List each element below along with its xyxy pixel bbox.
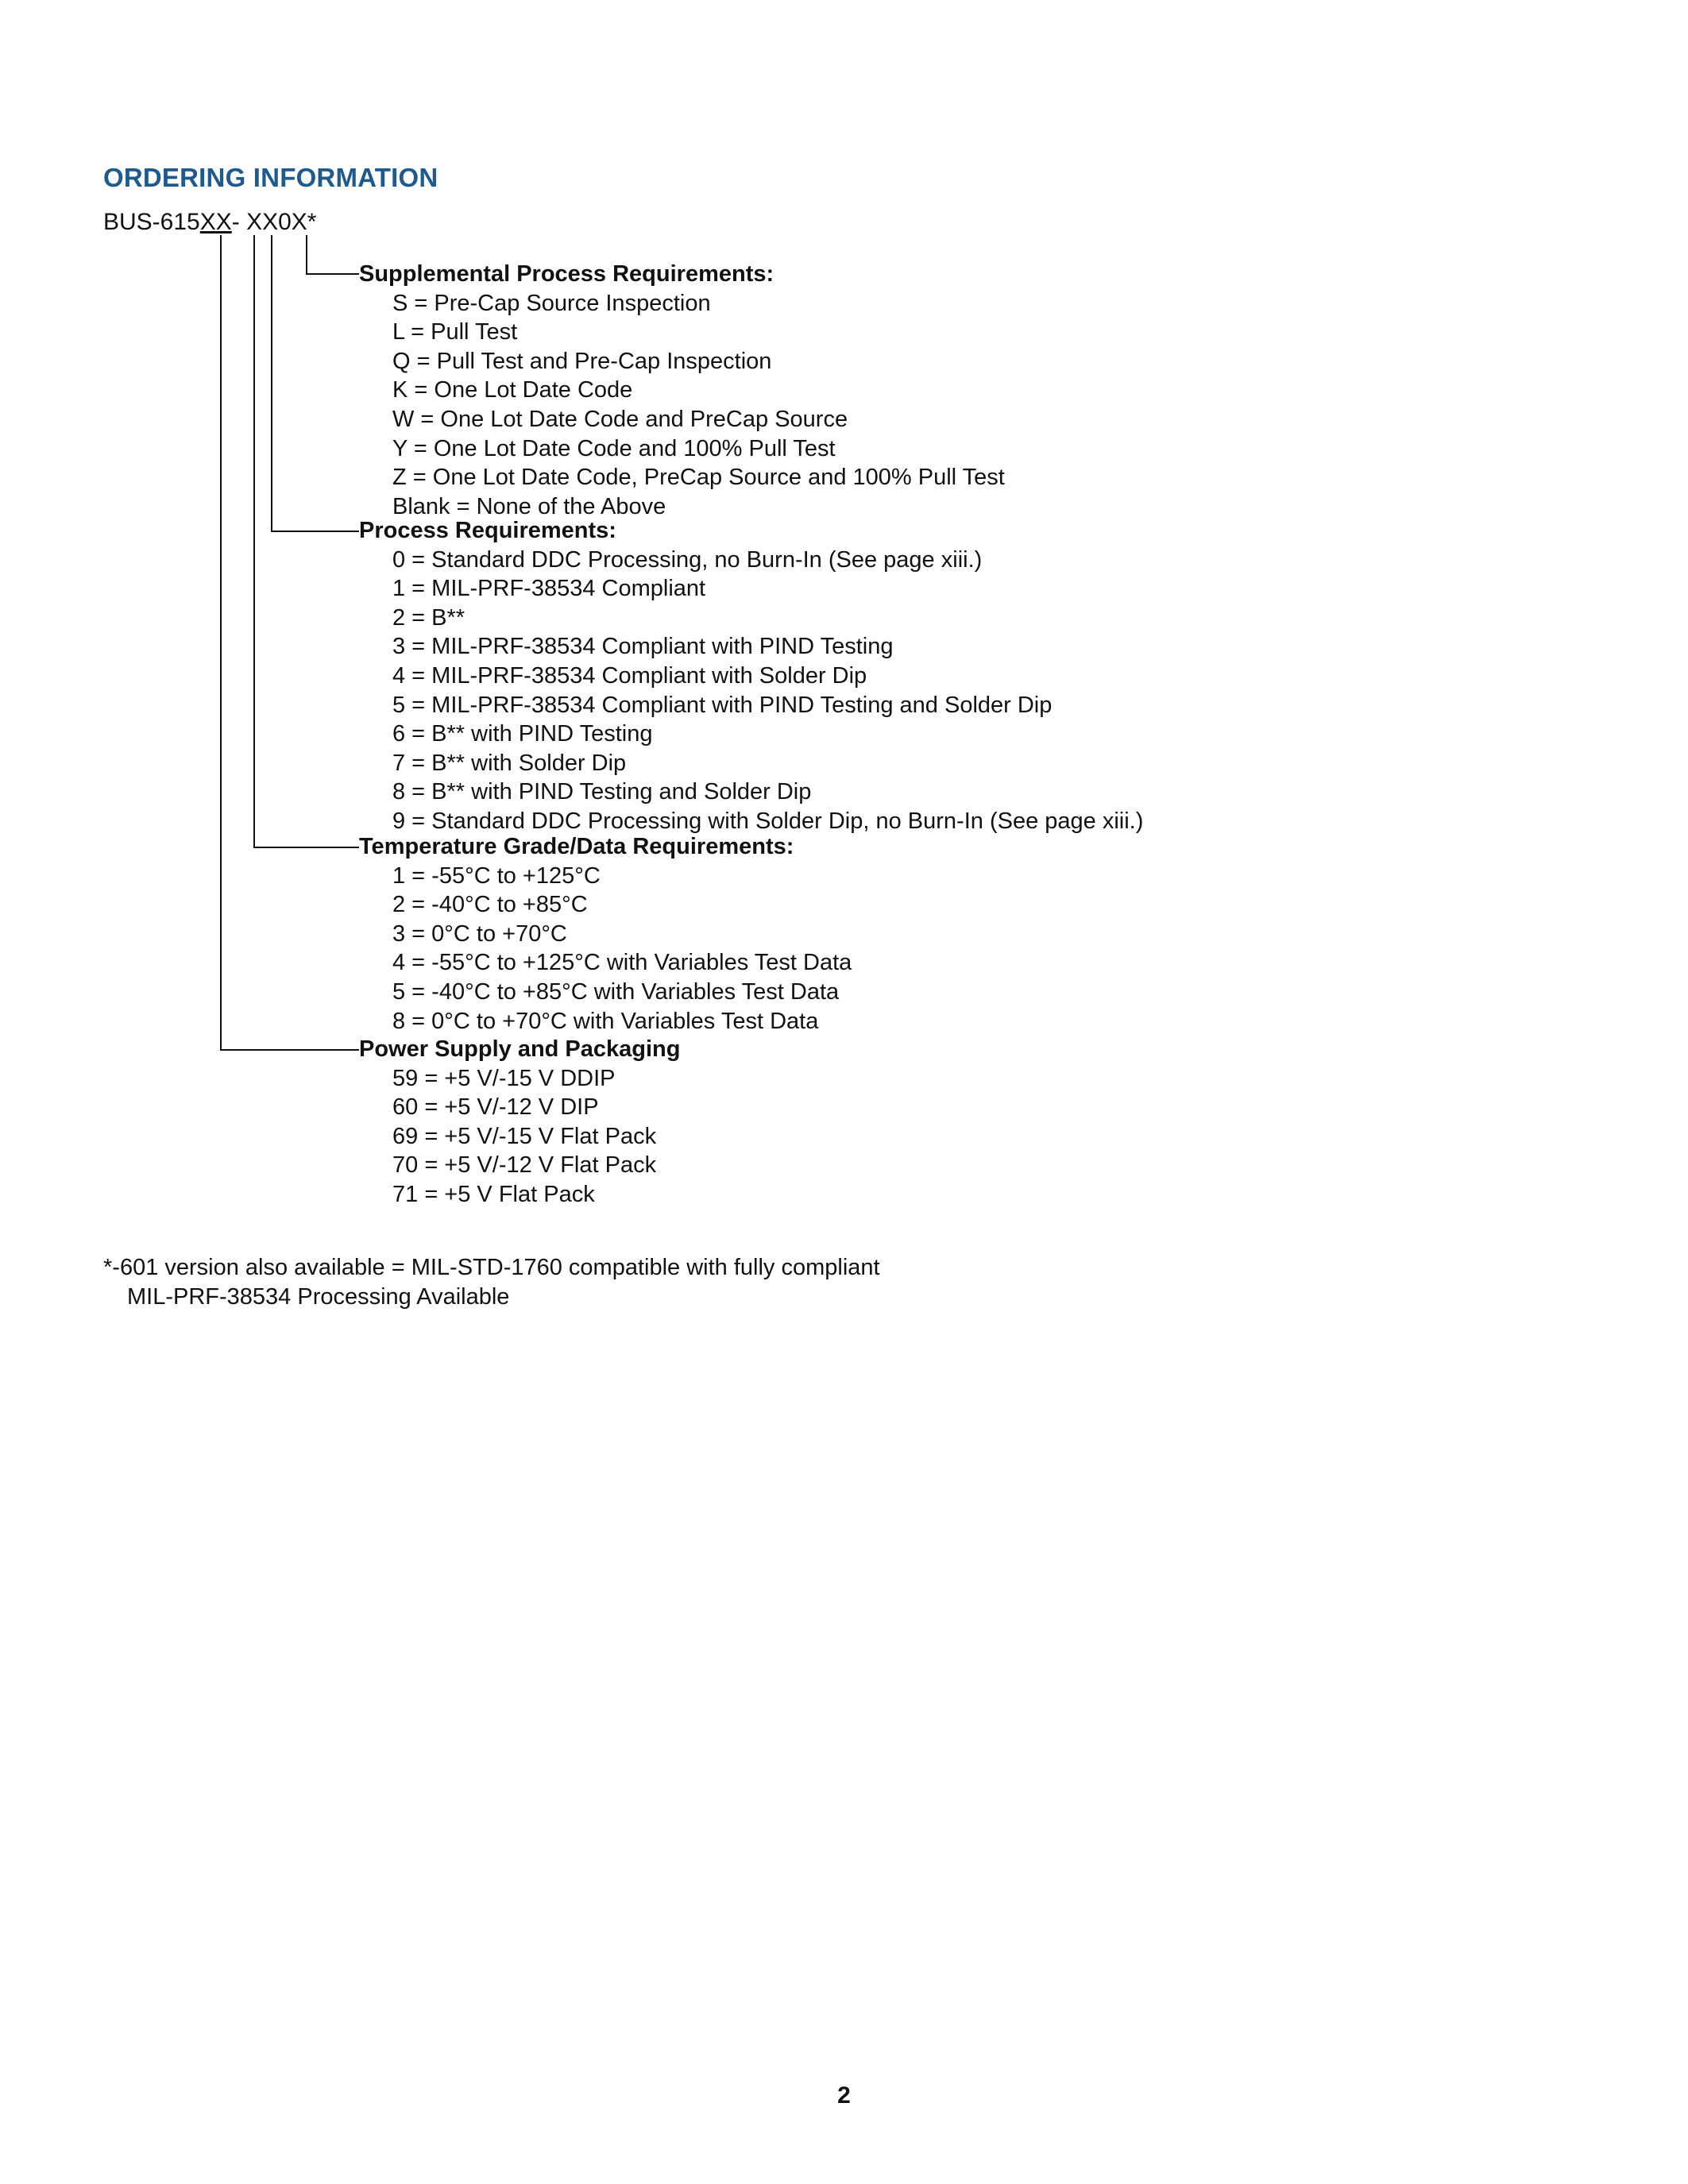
footnote <box>103 1253 880 1311</box>
part-number-power-code: XX <box>199 209 232 235</box>
list-item: 9 = Standard DDC Processing with Solder Dip, no Burn-In (See page xiii.) <box>392 808 1144 834</box>
connector-power-vertical <box>220 235 222 1051</box>
page-title: ORDERING INFORMATION <box>103 163 438 192</box>
list-item: W = One Lot Date Code and PreCap Source <box>392 406 848 432</box>
list-item: 3 = 0°C to +70°C <box>392 920 567 947</box>
list-item: 7 = B** with Solder Dip <box>392 750 627 776</box>
list-item: 2 = -40°C to +85°C <box>392 892 588 918</box>
section-supplemental-process <box>359 260 1005 521</box>
list-item: 6 = B** with PIND Testing <box>392 721 653 747</box>
section-temperature-grade <box>359 832 852 1036</box>
section-heading: Process Requirements: <box>359 518 616 543</box>
part-number-code <box>103 208 316 237</box>
list-item: Blank = None of the Above <box>392 493 666 519</box>
list-item: 71 = +5 V Flat Pack <box>392 1181 595 1207</box>
footnote-line-1: *-601 version also available = MIL-STD-1760 compatible with fully compliant <box>103 1255 880 1280</box>
section-process <box>359 516 1143 836</box>
list-item: 4 = -55°C to +125°C with Variables Test Data <box>392 950 852 976</box>
list-item: Q = Pull Test and Pre-Cap Inspection <box>392 348 772 374</box>
list-item: Z = One Lot Date Code, PreCap Source and 100% Pull Test <box>392 465 1005 491</box>
footnote-line-2: MIL-PRF-38534 Processing Available <box>127 1283 510 1310</box>
section-power-supply-packaging <box>359 1035 681 1210</box>
list-item: 0 = Standard DDC Processing, no Burn-In (See page xiii.) <box>392 546 983 573</box>
list-item: 1 = MIL-PRF-38534 Compliant <box>392 576 706 602</box>
part-number-separator: - <box>231 209 247 235</box>
list-item: 2 = B** <box>392 604 465 631</box>
list-item: 59 = +5 V/-15 V DDIP <box>392 1065 616 1091</box>
connector-power-horizontal <box>220 1049 359 1051</box>
list-item: 4 = MIL-PRF-38534 Compliant with Solder Dip <box>392 662 867 689</box>
part-number-suffix: XX0X* <box>246 209 317 235</box>
list-item: K = One Lot Date Code <box>392 377 633 403</box>
connector-process-vertical <box>271 235 272 532</box>
list-item: 5 = MIL-PRF-38534 Compliant with PIND Testing and Solder Dip <box>392 692 1053 718</box>
connector-supplemental-horizontal <box>306 273 359 275</box>
list-item: 5 = -40°C to +85°C with Variables Test Data <box>392 978 840 1005</box>
connector-supplemental-vertical <box>306 235 307 275</box>
connector-temperature-horizontal <box>253 847 359 848</box>
page-number: 2 <box>837 2082 851 2109</box>
list-item: 70 = +5 V/-12 V Flat Pack <box>392 1152 657 1179</box>
section-heading: Temperature Grade/Data Requirements: <box>359 834 794 859</box>
section-heading: Power Supply and Packaging <box>359 1036 681 1062</box>
list-item: 8 = 0°C to +70°C with Variables Test Data <box>392 1008 819 1034</box>
list-item: 1 = -55°C to +125°C <box>392 862 601 889</box>
list-item: 60 = +5 V/-12 V DIP <box>392 1094 599 1121</box>
list-item: 8 = B** with PIND Testing and Solder Dip <box>392 779 812 805</box>
list-item: Y = One Lot Date Code and 100% Pull Test <box>392 435 836 461</box>
list-item: L = Pull Test <box>392 319 518 345</box>
section-heading: Supplemental Process Requirements: <box>359 261 774 287</box>
list-item: 3 = MIL-PRF-38534 Compliant with PIND Testing <box>392 634 894 660</box>
connector-temperature-vertical <box>253 235 255 848</box>
list-item: 69 = +5 V/-15 V Flat Pack <box>392 1123 657 1149</box>
list-item: S = Pre-Cap Source Inspection <box>392 290 711 316</box>
connector-process-horizontal <box>271 531 359 532</box>
part-number-prefix: BUS-615 <box>103 209 200 235</box>
